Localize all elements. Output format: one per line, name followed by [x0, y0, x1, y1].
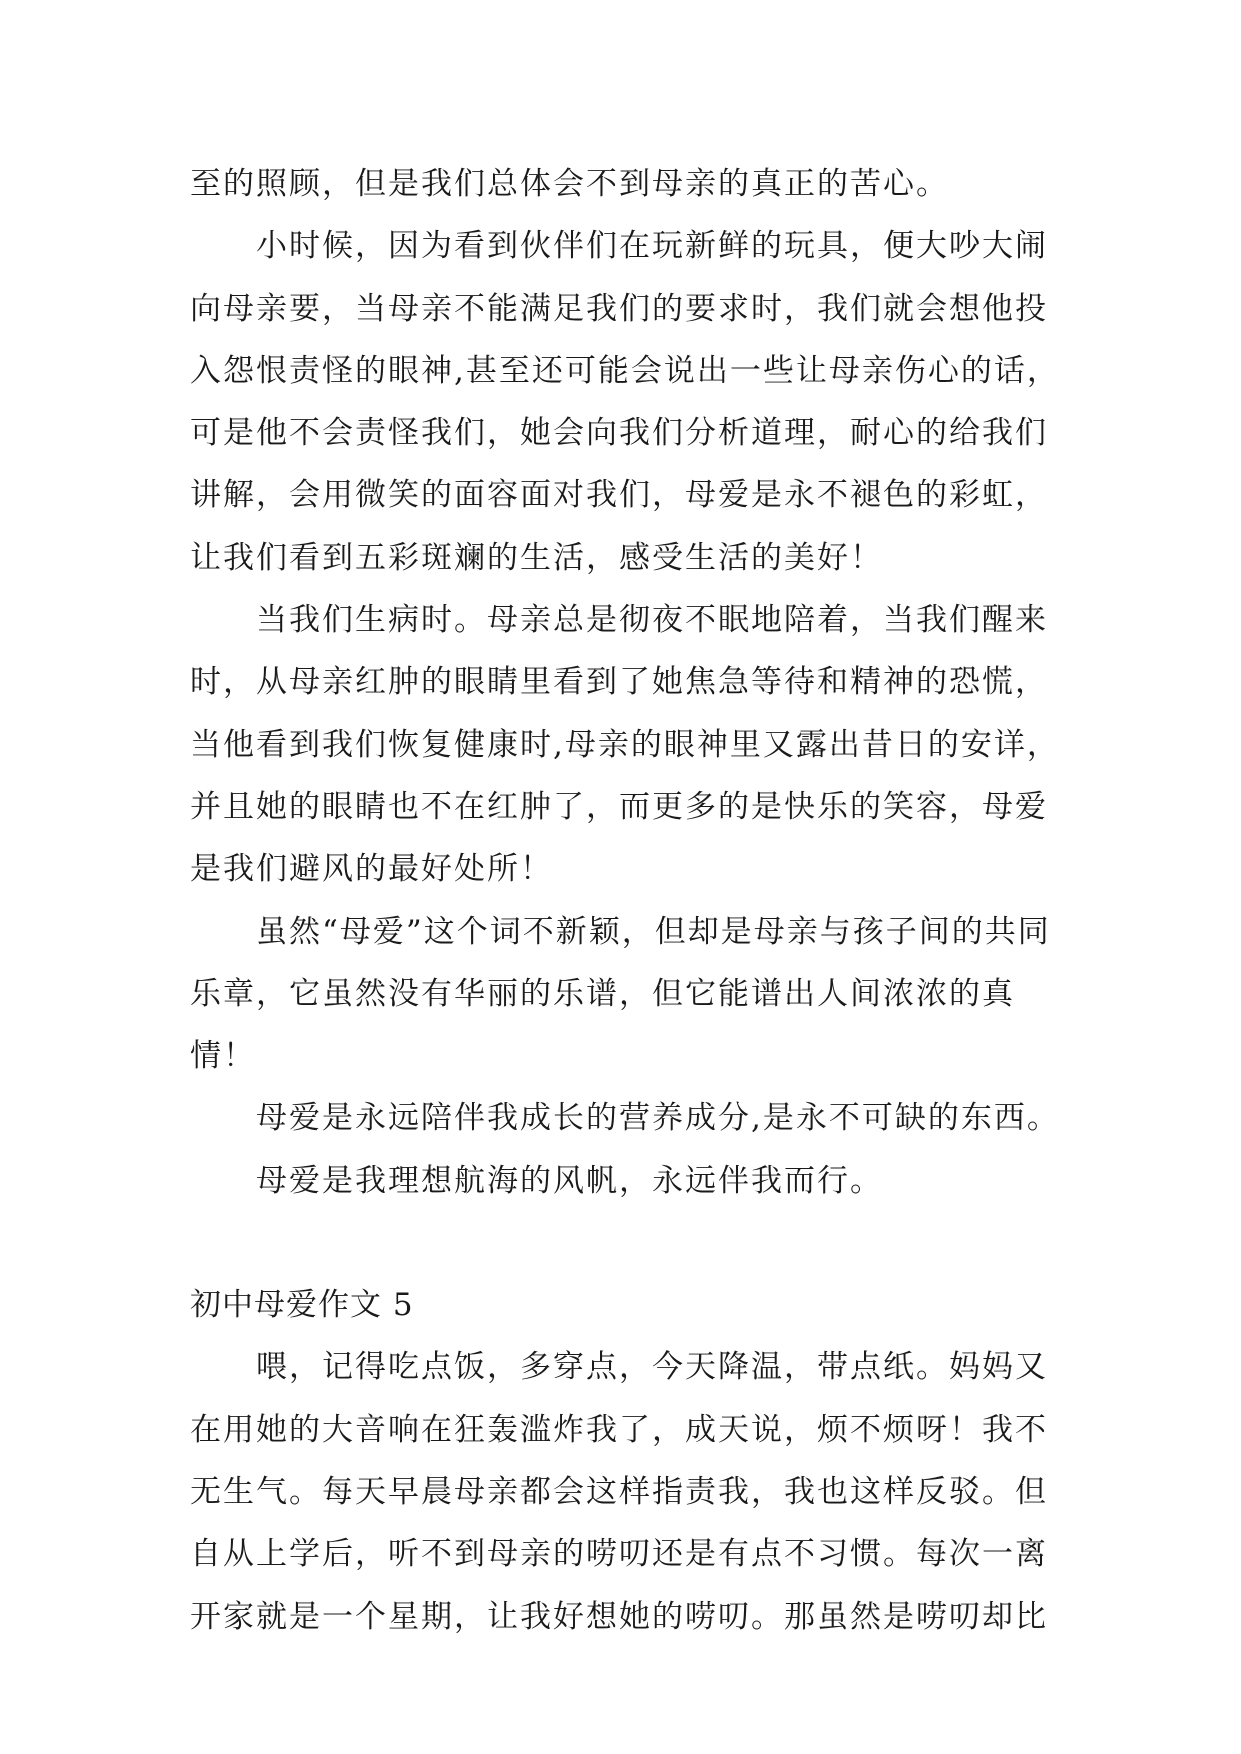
section-title: 初中母爱作文 5	[190, 1287, 414, 1324]
paragraph-motherly-love: 虽然“母爱”这个词不新颖，但却是母亲与孩子间的共同乐章，它虽然没有华丽的乐谱，但它能谱出人间浓浓的真情！	[190, 913, 1051, 1075]
paragraph-childhood: 小时候，因为看到伙伴们在玩新鲜的玩具，便大吵大闹向母亲要，当母亲不能满足我们的要求时，我们就会想他投入怨恨责怪的眼神,甚至还可能会说出一些让母亲伤心的话，可是他不会责怪我们，她会向我们分析道理，耐心的给我们讲解，会用微笑的面容面对我们，母爱是永不褪色的彩虹，让我们看到五彩斑斓的生活，感受生活的美好！	[190, 228, 1060, 576]
paragraph-sail: 母爱是我理想航海的风帆，永远伴我而行。	[256, 1162, 883, 1199]
document-body	[190, 153, 1060, 1648]
paragraph-continuation: 至的照顾，但是我们总体会不到母亲的真正的苦心。	[190, 166, 949, 202]
paragraph-illness: 当我们生病时。母亲总是彻夜不眠地陪着，当我们醒来时，从母亲红肿的眼睛里看到了她焦急等待和精神的恐慌，当他看到我们恢复健康时,母亲的眼神里又露出昔日的安详，并且她的眼睛也不在红肿了，而更多的是快乐的笑容，母爱是我们避风的最好处所！	[190, 602, 1060, 888]
paragraph-nagging: 喂，记得吃点饭，多穿点，今天降温，带点纸。妈妈又在用她的大音响在狂轰滥炸我了，成天说，烦不烦呀！我不无生气。每天早晨母亲都会这样指责我，我也这样反驳。但自从上学后，听不到母亲的唠叨还是有点不习惯。每次一离开家就是一个星期，让我好想她的唠叨。那虽然是唠叨却比	[190, 1349, 1048, 1635]
paragraph-nutrition: 母爱是永远陪伴我成长的营养成分,是永不可缺的东西。	[256, 1100, 1060, 1137]
